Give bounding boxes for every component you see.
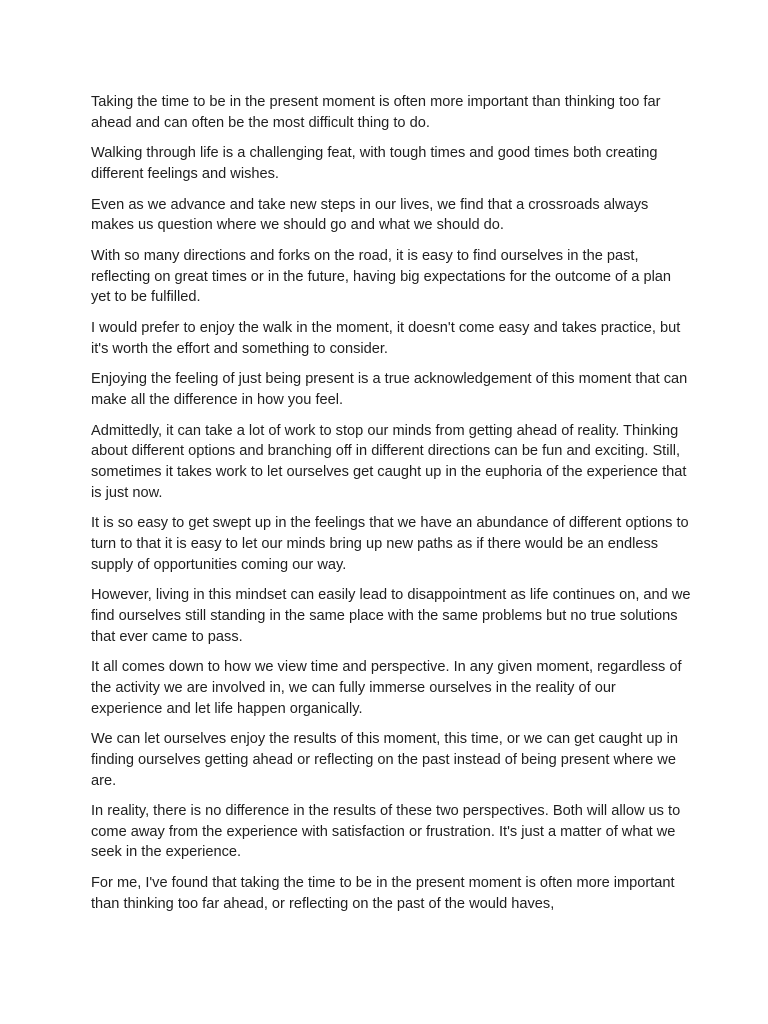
paragraph: Taking the time to be in the present moment is often more important than thinking too far ahead and can often be the most difficult thing to do. bbox=[91, 94, 661, 131]
paragraph: In reality, there is no difference in the results of these two perspectives. Both will allow us to come away from the experience with satisfaction or frustration. It's just a matter of what we seek in the experience. bbox=[91, 803, 681, 861]
paragraph: With so many directions and forks on the road, it is easy to find ourselves in the past, reflecting on great times or in the future, having big expectations for the outcome of a plan yet to be fulfilled. bbox=[91, 248, 672, 306]
paragraph: Enjoying the feeling of just being present is a true acknowledgement of this moment that can make all the difference in how you feel. bbox=[91, 371, 688, 409]
paragraph: We can let ourselves enjoy the results of this moment, this time, or we can get caught up in finding ourselves getting ahead or reflecting on the past instead of being present where we are. bbox=[91, 731, 679, 789]
paragraph: I would prefer to enjoy the walk in the moment, it doesn't come easy and takes practice, but it's worth the effort and something to consider. bbox=[91, 320, 681, 357]
paragraph: Walking through life is a challenging feat, with tough times and good times both creating different feelings and wishes. bbox=[91, 145, 658, 182]
paragraph: It all comes down to how we view time and perspective. In any given moment, regardless of the activity we are involved in, we can fully immerse ourselves in the reality of our experience and let life happen organically. bbox=[91, 659, 682, 717]
paragraph: For me, I've found that taking the time to be in the present moment is often more important than thinking too far ahead, or reflecting on the past of the would haves, bbox=[91, 875, 675, 912]
paragraph: However, living in this mindset can easily lead to disappointment as life continues on, and we find ourselves still standing in the same place with the same problems but no true solutions that ever came to pass. bbox=[91, 587, 691, 645]
document-body bbox=[91, 92, 691, 925]
paragraph: It is so easy to get swept up in the feelings that we have an abundance of different options to turn to that it is easy to let our minds bring up new paths as if there would be an endless supply of opportunities coming our way. bbox=[91, 515, 689, 573]
paragraph: Even as we advance and take new steps in our lives, we find that a crossroads always makes us question where we should go and what we should do. bbox=[91, 196, 649, 234]
paragraph: Admittedly, it can take a lot of work to stop our minds from getting ahead of reality. Thinking about different options and branching off in different directions can be fun and exciting. Still, sometimes it takes work to let ourselves get caught up in the euphoria of the experience that is just now. bbox=[91, 422, 687, 501]
